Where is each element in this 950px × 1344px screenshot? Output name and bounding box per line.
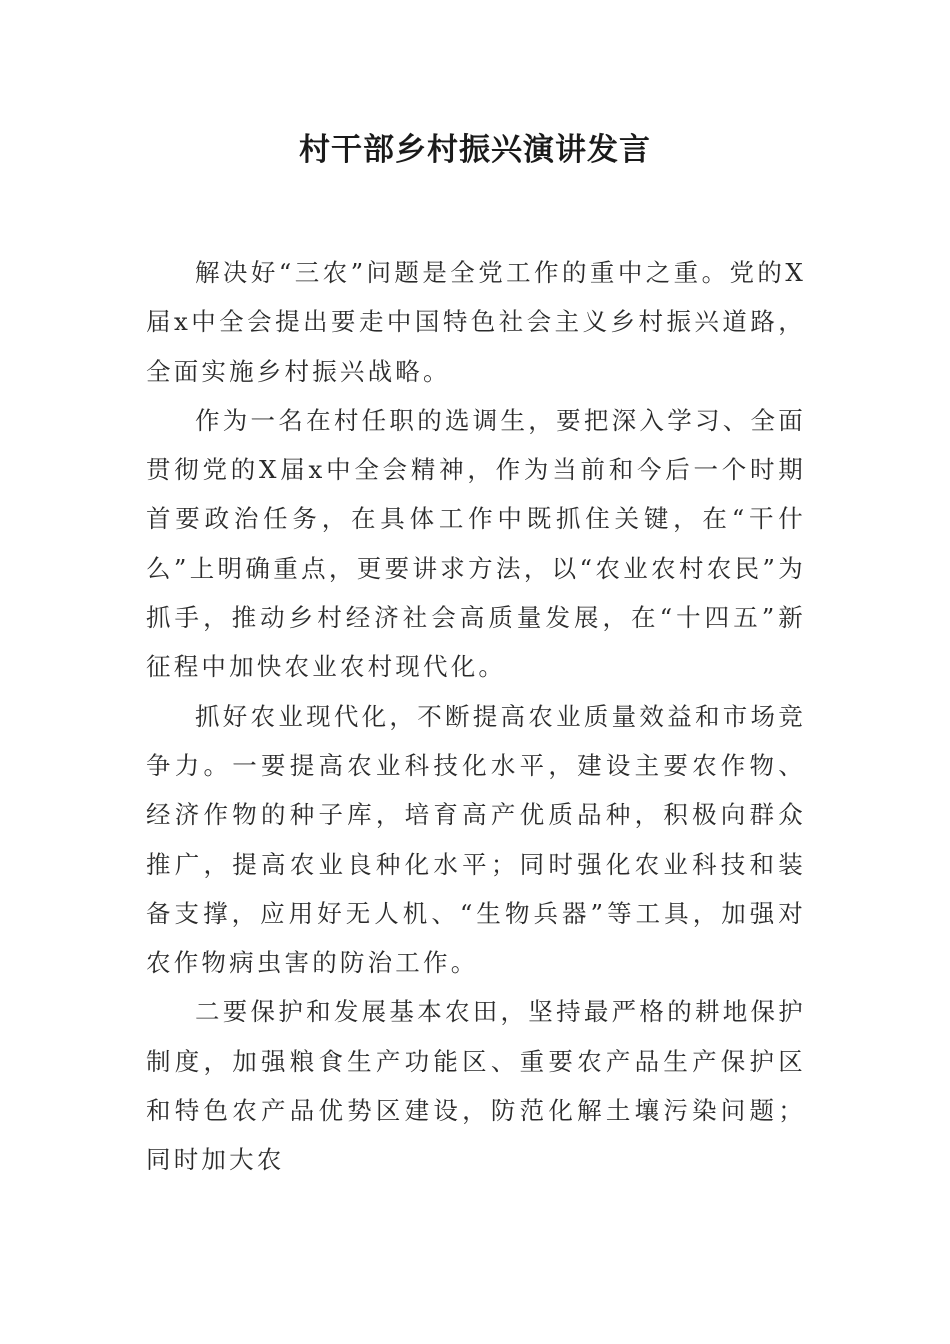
paragraph-3: 抓好农业现代化，不断提高农业质量效益和市场竞争力。一要提高农业科技化水平，建设主要农作物、经济作物的种子库，培育高产优质品种，积极向群众推广，提高农业良种化水平；同时强化农业科技和装备支撑，应用好无人机、“生物兵器”等工具，加强对农作物病虫害的防治工作。 <box>146 701 806 978</box>
paragraph-1: 解决好“三农”问题是全党工作的重中之重。党的X届x中全会提出要走中国特色社会主义乡村振兴道路，全面实施乡村振兴战略。 <box>146 258 806 386</box>
paragraph-2: 作为一名在村任职的选调生，要把深入学习、全面贯彻党的X届x中全会精神，作为当前和今后一个时期首要政治任务，在具体工作中既抓住关键，在“干什么”上明确重点，更要讲求方法，以“农业农村农民”为抓手，推动乡村经济社会高质量发展，在“十四五”新征程中加快农业农村现代化。 <box>146 405 806 682</box>
document-body <box>146 248 806 1185</box>
document-title: 村干部乡村振兴演讲发言 <box>299 132 651 168</box>
paragraph-4: 二要保护和发展基本农田，坚持最严格的耕地保护制度，加强粮食生产功能区、重要农产品生产保护区和特色农产品优势区建设，防范化解土壤污染问题；同时加大农 <box>146 997 806 1175</box>
